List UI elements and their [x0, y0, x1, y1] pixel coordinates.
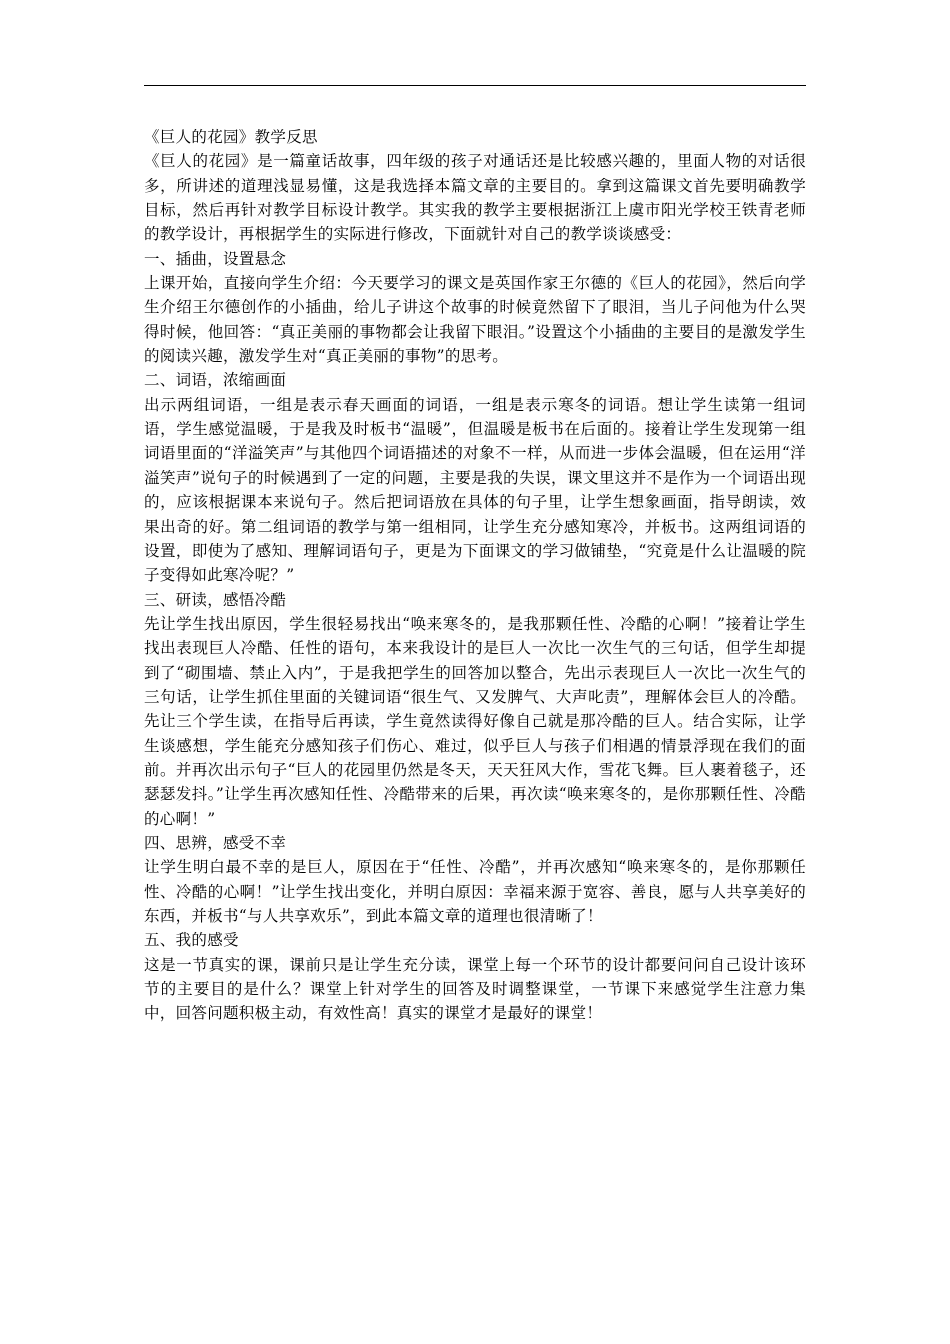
section-heading-5: 五、我的感受	[144, 931, 239, 950]
section-heading-3: 三、研读，感悟冷酷	[144, 590, 287, 609]
section-body-5: 这是一节真实的课，课前只是让学生充分读，课堂上每一个环节的设计都要问问自己设计该环节的主要目的是什么？课堂上针对学生的回答及时调整课堂，一节课下来感觉学生注意力集中，回答问题积极主动，有效性高！真实的课堂才是最好的课堂！	[144, 955, 806, 1023]
section-heading-4: 四、思辨，感受不幸	[144, 833, 287, 852]
section-heading-1: 一、插曲，设置悬念	[144, 249, 287, 268]
section-heading-2: 二、词语，浓缩画面	[144, 371, 287, 390]
document-body	[144, 125, 806, 1026]
document-title: 《巨人的花园》教学反思	[144, 128, 318, 146]
section-body-2: 出示两组词语，一组是表示春天画面的词语，一组是表示寒冬的词语。想让学生读第一组词语，学生感觉温暖，于是我及时板书“温暖”，但温暖是板书在后面的。接着让学生发现第一组词语里面的“洋溢笑声”与其他四个词语描述的对象不一样，从而进一步体会温暖，但在运用“洋溢笑声”说句子的时候遇到了一定的问题，主要是我的失误，课文里这并不是作为一个词语出现的，应该根据课本来说句子。然后把词语放在具体的句子里，让学生想象画面，指导朗读，效果出奇的好。第二组词语的教学与第一组相同，让学生充分感知寒冷，并板书。这两组词语的设置，即使为了感知、理解词语句子，更是为下面课文的学习做铺垫，“究竟是什么让温暖的院子变得如此寒冷呢？”	[144, 395, 806, 585]
section-body-3: 先让学生找出原因，学生很轻易找出“唤来寒冬的，是我那颗任性、冷酷的心啊！”接着让学生找出表现巨人冷酷、任性的语句，本来我设计的是巨人一次比一次生气的三句话，但学生却提到了“砌围墙、禁止入内”，于是我把学生的回答加以整合，先出示表现巨人一次比一次生气的三句话，让学生抓住里面的关键词语“很生气、又发脾气、大声叱责”，理解体会巨人的冷酷。先让三个学生读，在指导后再读，学生竟然读得好像自己就是那冷酷的巨人。结合实际，让学生谈感想，学生能充分感知孩子们伤心、难过，似乎巨人与孩子们相遇的情景浮现在我们的面前。并再次出示句子“巨人的花园里仍然是冬天，天天狂风大作，雪花飞舞。巨人裹着毯子，还瑟瑟发抖。”让学生再次感知任性、冷酷带来的后果，再次读“唤来寒冬的，是你那颗任性、冷酷的心啊！”	[144, 614, 806, 828]
intro-paragraph: 《巨人的花园》是一篇童话故事，四年级的孩子对通话还是比较感兴趣的，里面人物的对话很多，所讲述的道理浅显易懂，这是我选择本篇文章的主要目的。拿到这篇课文首先要明确教学目标，然后再针对教学目标设计教学。其实我的教学主要根据浙江上虞市阳光学校王铁青老师的教学设计，再根据学生的实际进行修改，下面就针对自己的教学谈谈感受：	[144, 152, 806, 244]
section-body-4: 让学生明白最不幸的是巨人，原因在于“任性、冷酷”，并再次感知“唤来寒冬的，是你那颗任性、冷酷的心啊！”让学生找出变化，并明白原因：幸福来源于宽容、善良，愿与人共享美好的东西，并板书“与人共享欢乐”，到此本篇文章的道理也很清晰了！	[144, 858, 806, 925]
header-rule	[144, 85, 806, 86]
section-body-1: 上课开始，直接向学生介绍：今天要学习的课文是英国作家王尔德的《巨人的花园》，然后向学生介绍王尔德创作的小插曲，给儿子讲这个故事的时候竟然留下了眼泪，当儿子问他为什么哭得时候，他回答：“真正美丽的事物都会让我留下眼泪。”设置这个小插曲的主要目的是激发学生的阅读兴趣，激发学生对“真正美丽的事物”的思考。	[144, 274, 806, 366]
